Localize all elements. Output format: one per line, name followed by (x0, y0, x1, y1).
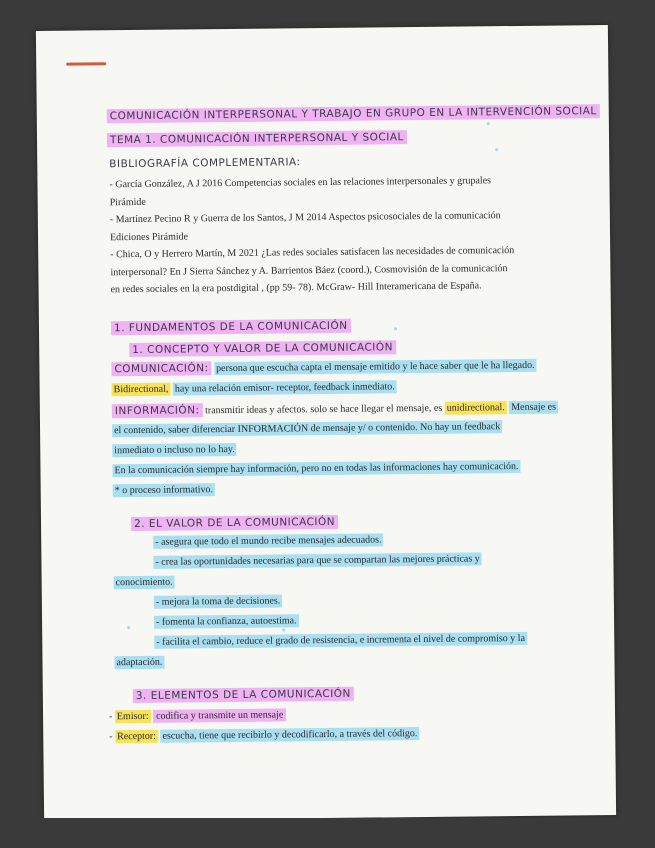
unidirectional-label: unidirectional. (445, 401, 507, 415)
document-page (36, 25, 616, 821)
value-item-text: - mejora la toma de decisiones. (154, 594, 283, 608)
value-item-text: - crea las oportunidades necesarias para que se compartan las mejores prácticas y (153, 552, 481, 568)
course-title-text: COMUNICACIÓN INTERPERSONAL Y TRABAJO EN GRUPO EN LA INTERVENCIÓN SOCIAL (107, 104, 600, 123)
biblio-line: interpersonal? En J Sierra Sánchez y A. Barrientos Báez (coord.), Cosmovisión de la comunicación (110, 262, 508, 278)
biblio-line: - Martínez Pecino R y Guerra de los Santos, J M 2014 Aspectos psicosociales de la comunicación (109, 210, 501, 226)
proceso-line-text: * o proceso informativo. (113, 483, 215, 497)
speck (282, 628, 285, 631)
proceso-line (113, 483, 215, 499)
value-item (114, 656, 164, 671)
biblio-line: - García González, A J 2016 Competencias sociales en las relaciones interpersonales y grupales (109, 175, 492, 191)
value-item-text: - fomenta la confianza, autoestima. (154, 614, 299, 629)
comunicacion-label: COMUNICACIÓN: (111, 361, 211, 376)
speck (394, 327, 397, 330)
speck (127, 626, 130, 629)
comunicacion-def (111, 358, 536, 378)
value-item (153, 533, 383, 550)
emisor-text: codifica y transmite un mensaje (153, 708, 286, 722)
value-item-text: adaptación. (114, 656, 164, 670)
always-line-text: En la comunicación siempre hay información, pero no en todas las informaciones hay comunicación. (112, 460, 520, 477)
biblio-line: Pirámide (109, 196, 146, 208)
comunicacion-text: persona que escucha capta el mensaje emitido y le hace saber que le ha llegado. (214, 359, 537, 375)
scan-border (0, 818, 655, 848)
biblio-line: Ediciones Pirámide (109, 230, 189, 243)
receptor-line: - Receptor: escucha, tiene que recibirlo y decodificarlo, a través del código. (109, 727, 419, 745)
tema-title (107, 131, 407, 146)
informacion-text: transmitir ideas y afectos. solo se hace llegar el mensaje, es (205, 402, 443, 417)
biblio-line: - Chica, O y Herrero Martín, M 2021 ¿Las redes sociales satisfacen las necesidades de comunicación (110, 245, 515, 261)
section1-sub1 (129, 341, 396, 356)
section3-heading (133, 688, 354, 702)
always-line (112, 460, 520, 479)
informacion-line2 (112, 420, 502, 439)
value-item-text: - asegura que todo el mundo recibe mensajes adecuados. (153, 533, 383, 548)
section1-heading-text: 1. FUNDAMENTOS DE LA COMUNICACIÓN (111, 319, 351, 336)
course-title (107, 105, 600, 122)
bidirectional-line (112, 380, 397, 397)
section1-heading (111, 320, 351, 335)
value-item (114, 576, 175, 591)
bibliography (109, 173, 580, 300)
value-item (154, 632, 527, 650)
section3-heading-text: 3. ELEMENTOS DE LA COMUNICACIÓN (133, 687, 354, 703)
value-item (154, 614, 299, 630)
informacion-def (112, 400, 558, 420)
bidirectional-label: Bidirectional, (112, 383, 171, 397)
informacion-text-b: Mensaje es (509, 401, 558, 415)
section1-sub1-text: 1. CONCEPTO Y VALOR DE LA COMUNICACIÓN (129, 340, 396, 357)
receptor-label: Receptor: (115, 730, 158, 743)
bidirectional-text: hay una relación emisor- receptor, feedback inmediato. (173, 380, 397, 395)
informacion-line3-text: inmediato o incluso no lo hay. (112, 443, 237, 457)
emisor-label: Emisor: (115, 710, 151, 723)
value-item-text: - facilita el cambio, reduce el grado de resistencia, e incrementa el nivel de compromiso y la (154, 632, 527, 649)
section2-heading-text: 2. EL VALOR DE LA COMUNICACIÓN (131, 515, 338, 531)
informacion-line2-text: el contenido, saber diferenciar INFORMACIÓN de mensaje y/ o contenido. No hay un feedback (112, 420, 502, 437)
biblio-heading: BIBLIOGRAFÍA COMPLEMENTARIA: (109, 156, 301, 171)
value-item (154, 594, 283, 610)
value-item-text: conocimiento. (114, 576, 175, 590)
receptor-text: escucha, tiene que recibirlo y decodificarlo, a través del código. (160, 727, 419, 743)
section2-heading (131, 516, 338, 530)
informacion-line3 (112, 443, 237, 459)
tema-title-text: TEMA 1. COMUNICACIÓN INTERPERSONAL Y SOCIAL (107, 130, 407, 147)
marker-stroke (66, 62, 106, 65)
value-item (153, 552, 481, 570)
emisor-line: - Emisor: codifica y transmite un mensaje (109, 708, 286, 724)
speck (495, 148, 498, 151)
informacion-label: INFORMACIÓN: (112, 403, 203, 418)
biblio-line: en redes sociales en la era postdigital , (pp 59- 78). McGraw- Hill Interamericana de España. (110, 280, 482, 296)
speck (487, 122, 490, 125)
